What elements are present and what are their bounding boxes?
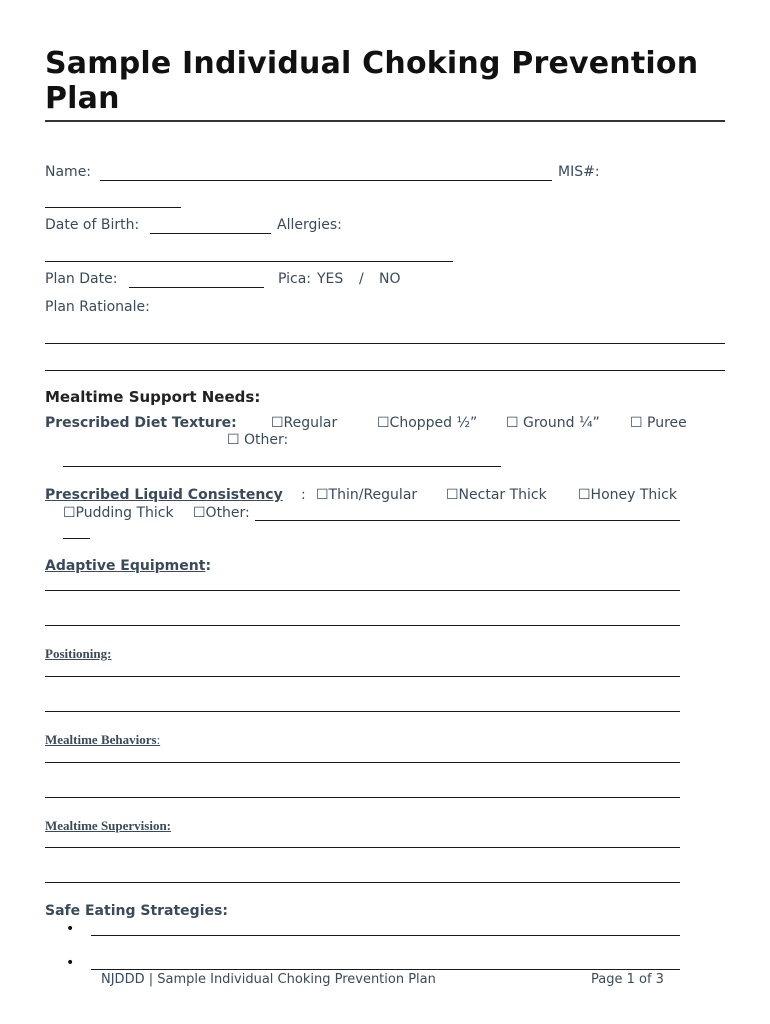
liquid-other-field-continued[interactable] xyxy=(63,538,90,539)
bullet-icon: • xyxy=(66,955,75,971)
footer-page-number: Page 1 of 3 xyxy=(591,972,664,987)
safe-eating-line[interactable] xyxy=(91,969,680,970)
liquid-option-thin[interactable]: ☐Thin/Regular xyxy=(316,487,418,503)
bullet-icon: • xyxy=(66,921,75,937)
document-title: Sample Individual Choking Prevention Plan xyxy=(45,46,699,116)
safe-eating-line[interactable] xyxy=(91,935,680,936)
liquid-consistency-colon: : xyxy=(301,487,306,503)
diet-texture-label: Prescribed Diet Texture: xyxy=(45,415,237,431)
mealtime-behaviors-colon: : xyxy=(156,732,161,747)
adaptive-equipment-heading xyxy=(45,558,211,575)
liquid-option-other[interactable]: ☐Other: xyxy=(193,505,250,521)
adaptive-equipment-colon: : xyxy=(205,558,212,574)
rationale-line[interactable] xyxy=(45,370,725,371)
mealtime-supervision-line[interactable] xyxy=(45,882,680,883)
rationale-line[interactable] xyxy=(45,343,725,344)
mealtime-supervision-heading: Mealtime Supervision: xyxy=(45,818,172,833)
positioning-line[interactable] xyxy=(45,711,680,712)
title-divider xyxy=(45,120,725,122)
liquid-consistency-label: Prescribed Liquid Consistency xyxy=(45,487,283,503)
liquid-other-field[interactable] xyxy=(255,520,680,521)
diet-option-ground[interactable]: ☐ Ground ¼” xyxy=(506,415,600,431)
mealtime-supervision-line[interactable] xyxy=(45,847,680,848)
liquid-option-honey[interactable]: ☐Honey Thick xyxy=(578,487,677,503)
positioning-line[interactable] xyxy=(45,676,680,677)
diet-option-chopped[interactable]: ☐Chopped ½” xyxy=(377,415,478,431)
pica-label: Pica: xyxy=(278,271,312,287)
name-field[interactable] xyxy=(100,180,552,181)
diet-option-other[interactable]: ☐ Other: xyxy=(227,432,289,448)
mealtime-behaviors-line[interactable] xyxy=(45,762,680,763)
diet-other-field[interactable] xyxy=(63,466,501,467)
pica-separator: / xyxy=(359,271,364,287)
plan-date-field[interactable] xyxy=(129,287,264,288)
mis-field[interactable] xyxy=(45,207,181,208)
allergies-label: Allergies: xyxy=(277,217,342,233)
adaptive-equipment-label: Adaptive Equipment xyxy=(45,558,206,574)
dob-label: Date of Birth: xyxy=(45,217,140,233)
mealtime-support-heading: Mealtime Support Needs: xyxy=(45,388,261,406)
safe-eating-heading: Safe Eating Strategies: xyxy=(45,903,228,919)
liquid-option-nectar[interactable]: ☐Nectar Thick xyxy=(446,487,547,503)
positioning-heading: Positioning: xyxy=(45,646,112,661)
mealtime-behaviors-label: Mealtime Behaviors xyxy=(45,732,157,747)
adaptive-equipment-line[interactable] xyxy=(45,590,680,591)
pica-yes-option[interactable]: YES xyxy=(317,271,344,287)
pica-no-option[interactable]: NO xyxy=(379,271,401,287)
liquid-option-pudding[interactable]: ☐Pudding Thick xyxy=(63,505,174,521)
dob-field[interactable] xyxy=(150,233,271,234)
diet-option-puree[interactable]: ☐ Puree xyxy=(630,415,687,431)
adaptive-equipment-line[interactable] xyxy=(45,625,680,626)
diet-option-regular[interactable]: ☐Regular xyxy=(271,415,338,431)
plan-rationale-label: Plan Rationale: xyxy=(45,299,150,315)
plan-date-label: Plan Date: xyxy=(45,271,118,287)
allergies-field[interactable] xyxy=(45,261,453,262)
mealtime-behaviors-line[interactable] xyxy=(45,797,680,798)
mis-label: MIS#: xyxy=(558,164,600,180)
mealtime-behaviors-heading xyxy=(45,732,160,747)
name-label: Name: xyxy=(45,164,92,180)
footer-document-name: NJDDD | Sample Individual Choking Prevention Plan xyxy=(101,972,436,987)
